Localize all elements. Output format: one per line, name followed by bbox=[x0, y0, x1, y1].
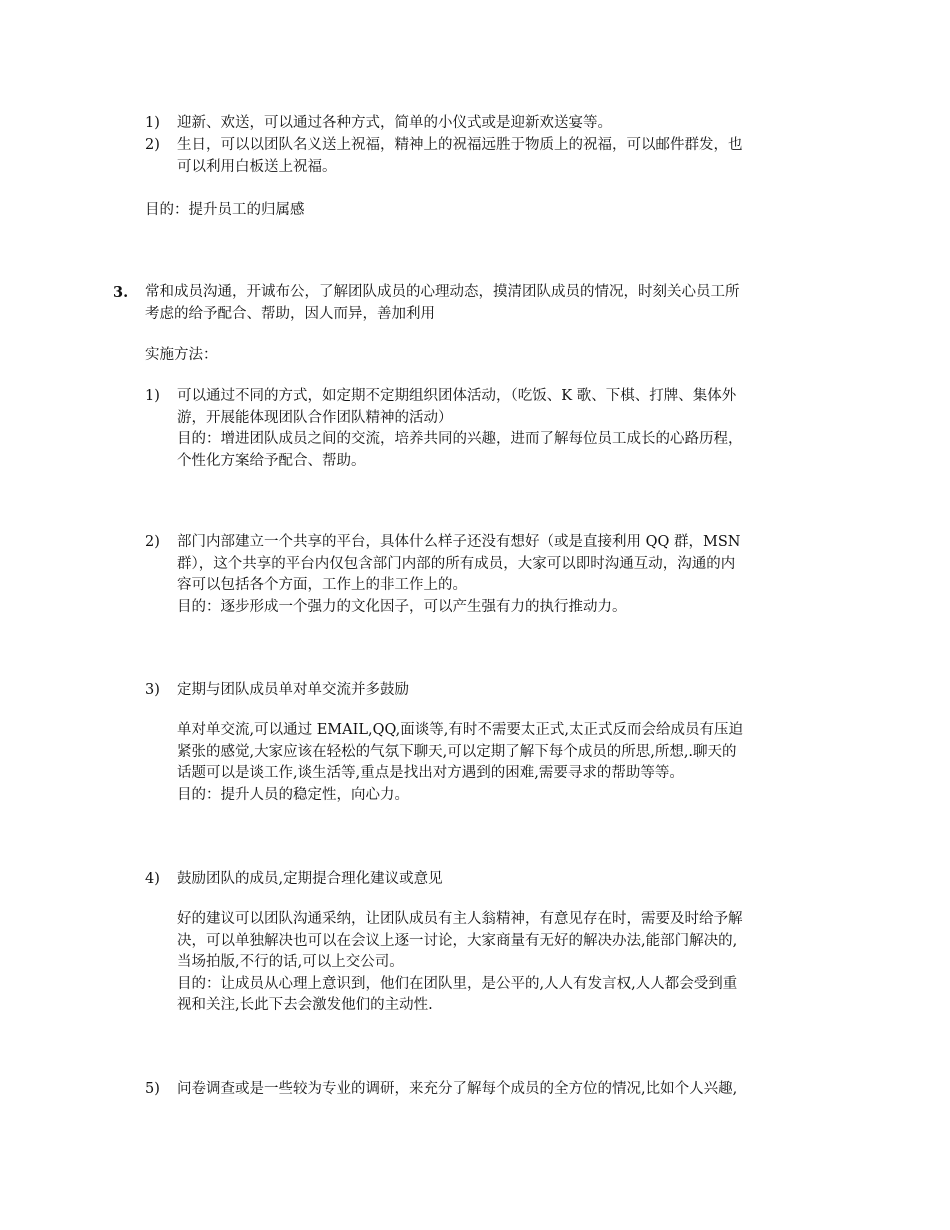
item-number: 1) bbox=[145, 388, 160, 404]
item-line: 群），这个共享的平台内仅包含部门内部的所有成员，大家可以即时沟通互动，沟通的内 bbox=[177, 555, 736, 572]
item-number: 2) bbox=[145, 137, 160, 153]
item-number: 3) bbox=[145, 682, 160, 698]
item-number: 1) bbox=[145, 115, 160, 131]
item-line: 单对单交流,可以通过 EMAIL,QQ,面谈等,有时不需要太正式,太正式反而会给成员有压迫 bbox=[177, 722, 743, 738]
item-title: 定期与团队成员单对单交流并多鼓励 bbox=[177, 682, 409, 698]
method-label: 实施方法： bbox=[145, 347, 218, 363]
item-line: 可以利用白板送上祝福。 bbox=[177, 158, 337, 175]
item-line: 迎新、欢送，可以通过各种方式，简单的小仪式或是迎新欢送宴等。 bbox=[177, 115, 612, 131]
item-line: 部门内部建立一个共享的平台，具体什么样子还没有想好（或是直接利用 QQ 群，MSN bbox=[177, 534, 741, 550]
heading-line: 考虑的给予配合、帮助，因人而异，善加利用 bbox=[145, 305, 435, 322]
item-line: 视和关注,长此下去会激发他们的主动性. bbox=[177, 997, 433, 1013]
item-line: 生日，可以以团队名义送上祝福，精神上的祝福远胜于物质上的祝福，可以邮件群发，也 bbox=[177, 137, 743, 153]
item-number: 5) bbox=[145, 1081, 160, 1097]
section-number: 3. bbox=[113, 284, 129, 301]
item-line: 游，开展能体现团队合作团队精神的活动） bbox=[177, 409, 453, 426]
item-line: 话题可以是谈工作,谈生活等,重点是找出对方遇到的困难,需要寻求的帮助等等。 bbox=[177, 765, 684, 781]
item-line: 目的：提升人员的稳定性，向心力。 bbox=[177, 786, 409, 803]
item-line: 好的建议可以团队沟通采纳，让团队成员有主人翁精神，有意见存在时，需要及时给予解 bbox=[177, 911, 743, 927]
purpose-text: 目的：提升员工的归属感 bbox=[145, 202, 305, 218]
heading-line: 常和成员沟通，开诚布公，了解团队成员的心理动态，摸清团队成员的情况，时刻关心员工所 bbox=[145, 284, 740, 300]
item-number: 4) bbox=[145, 871, 160, 887]
item-number: 2) bbox=[145, 534, 160, 550]
item-line: 目的：让成员从心理上意识到，他们在团队里，是公平的,人人有发言权,人人都会受到重 bbox=[177, 975, 738, 992]
item-line: 容可以包括各个方面，工作上的非工作上的。 bbox=[177, 577, 467, 593]
item-line: 紧张的感觉,大家应该在轻松的气氛下聊天,可以定期了解下每个成员的所思,所想,.聊天的 bbox=[177, 743, 737, 760]
item-line: 当场拍版,不行的话,可以上交公司。 bbox=[177, 954, 404, 970]
item-line: 问卷调查或是一些较为专业的调研，来充分了解每个成员的全方位的情况,比如个人兴趣, bbox=[177, 1081, 738, 1097]
item-line: 个性化方案给予配合、帮助。 bbox=[177, 452, 366, 469]
item-title: 鼓励团队的成员,定期提合理化建议或意见 bbox=[177, 871, 443, 887]
item-line: 决，可以单独解决也可以在会议上逐一讨论，大家商量有无好的解决办法,能部门解决的, bbox=[177, 932, 738, 949]
item-line: 目的：增进团队成员之间的交流，培养共同的兴趣，进而了解每位员工成长的心路历程， bbox=[177, 431, 743, 447]
item-line: 目的：逐步形成一个强力的文化因子，可以产生强有力的执行推动力。 bbox=[177, 598, 627, 615]
item-line: 可以通过不同的方式，如定期不定期组织团体活动，（吃饭、K 歌、下棋、打牌、集体外 bbox=[177, 388, 737, 404]
